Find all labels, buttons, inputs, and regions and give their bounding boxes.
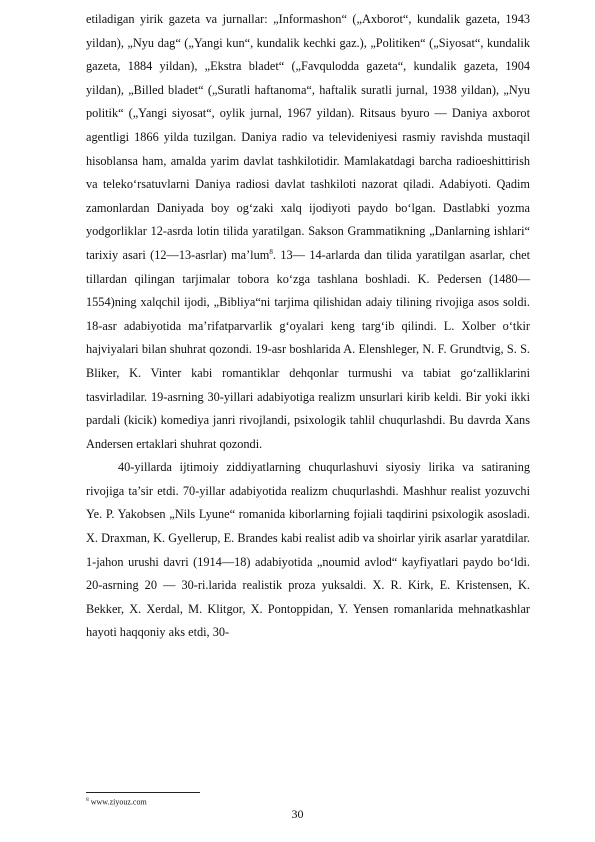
paragraph-2: 40-yillarda ijtimoiy ziddiyatlarning chuqurlashuvi siyosiy lirika va satiraning rivojiga ta’sir etdi. 70-yillar adabiyotida realizm chuqurlashdi. Mashhur realist yozuvchi Ye. P. Yakobsen „Nils Lyune“ romanida kiborlarning fojiali taqdirini psixologik asosladi. X. Draxman, K. Gyellerup, E. Brandes kabi realist adib va shoirlar yirik asarlar yaratdilar. 1-jahon urushi davri (1914—18) adabiyotida „noumid avlod“ kayfiyatlari paydo bo‘ldi. 20-asrning 20 — 30-ri.larida realistik proza yuksaldi. X. R. Kirk, E. Kristensen, K. Bekker, X. Xerdal, M. Klitgor, X. Pontoppidan, Y. Yensen romanlarida mehnatkashlar hayoti haqqoniy aks etdi, 30- bbox=[86, 460, 530, 640]
footnote bbox=[86, 795, 147, 808]
footnote-divider bbox=[86, 792, 200, 793]
footnote-text: www.ziyouz.com bbox=[88, 797, 147, 807]
page-number: 30 bbox=[291, 807, 304, 821]
paragraph-1-text-b: . 13— 14-arlarda dan tilida yaratilgan asarlar, chet tillardan qilingan tarjimalar tobora ko‘zga tashlana boshladi. K. Pedersen (1480—1554)ning xalqchil ijodi, „Bibliya“ni tarjima qilishidan adaiy tilining rivojiga asos soldi. 18-asr adabiyotida ma’rifatparvarlik g‘oyalari keng targ‘ib qilindi. L. Xolber o‘tkir hajviyalari bilan shuhrat qozondi. 19-asr boshlarida A. Elenshleger, N. F. Grundtvig, S. S. Bliker, K. Vinter kabi romantiklar dehqonlar turmushi va tabiat go‘zalliklarini tasvirladilar. 19-asrning 30-yillari adabiyotiga realizm unsurlari kirib keldi. Bir yoki ikki pardali (kicik) komediya janri rivojlandi, psixologik tahlil chuqurlashdi. Bu davrda Xans Andersen ertaklari shuhrat qozondi. bbox=[86, 247, 531, 451]
footnote-reference: 8 bbox=[269, 247, 273, 256]
paragraph-1 bbox=[86, 8, 530, 456]
footnote-marker: 8 bbox=[86, 797, 89, 803]
page-body bbox=[86, 8, 530, 645]
paragraph-1-text-a: etiladigan yirik gazeta va jurnallar: „Informashon“ („Axborot“, kundalik gazeta, 1943 yildan), „Nyu dag“ („Yangi kun“, kundalik kechki gaz.), „Politiken“ („Siyosat“, kundalik gazeta, 1884 yildan), „Ekstra bladet“ („Favqulodda gazeta“, kundalik gazeta, 1904 yildan), „Billed bladet“ („Suratli haftanoma“, haftalik suratli jurnal, 1938 yildan), „Nyu politik“ („Yangi siyosat“, oylik jurnal, 1967 yildan). Ritsaus byuro — Daniya axborot agentligi 1866 yilda tuzilgan. Daniya radio va televideniyesi rasmiy ravishda mustaqil hisoblansa ham, amalda yarim davlat tashkilotidir. Mamlakatdagi barcha radioeshittirish va teleko‘rsatuvlarni Daniya radiosi davlat tashkiloti nazorat qiladi. Adabiyoti. Qadim zamonlardan Daniyada boy og‘zaki xalq ijodiyoti paydo bo‘lgan. Dastlabki yozma yodgorliklar 12-asrda lotin tilida yaratilgan. Sakson Grammatikning „Danlarning ishlari“ tarixiy asari (12—13-asrlar) ma’lum bbox=[86, 12, 530, 262]
